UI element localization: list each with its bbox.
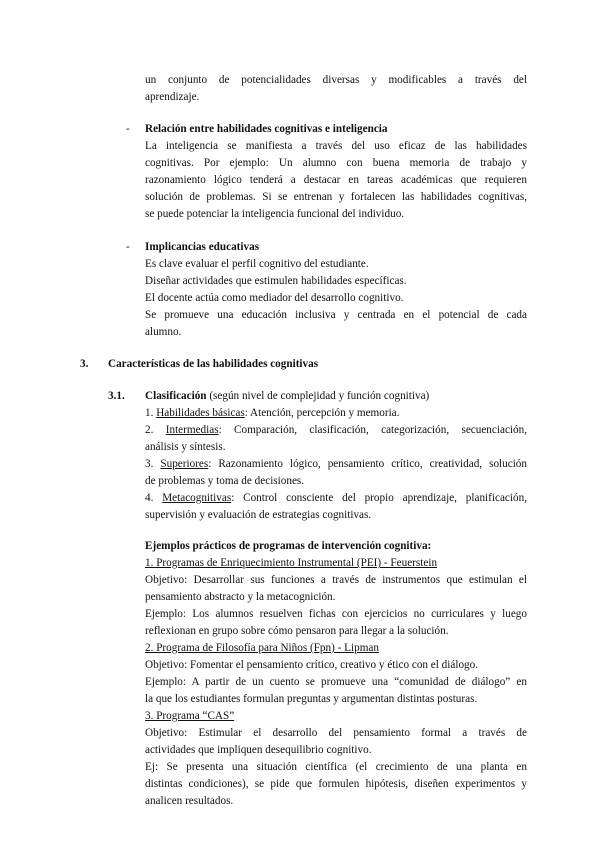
program-1-line: reflexionan en grupo sobre cómo pensaron para llegar a la solución.: [145, 625, 449, 637]
subsection-title: Clasificación: [145, 390, 207, 402]
program-2-line: Objetivo: Fomentar el pensamiento crítico, creativo y ético con el diálogo.: [145, 659, 479, 671]
program-1-line: pensamiento abstracto y la metacognición.: [145, 591, 336, 603]
program-1-line: Ejemplo: Los alumnos resuelven fichas con ejercicios no curriculares y luego: [145, 608, 527, 620]
term-intermedias: Intermedias: [165, 424, 219, 436]
implicancias-line-2: Diseñar actividades que estimulen habilidades específicas.: [145, 275, 407, 287]
program-3-line: Ej: Se presenta una situación científica (el crecimiento de una planta en: [145, 761, 527, 773]
examples-heading: Ejemplos prácticos de programas de intervención cognitiva:: [145, 540, 432, 552]
implicancias-line-1: Es clave evaluar el perfil cognitivo del estudiante.: [145, 258, 369, 270]
term-basicas: Habilidades básicas: [156, 407, 245, 419]
bullet-dash: -: [126, 241, 130, 253]
program-3-line: actividades que impliquen desequilibrio cognitivo.: [145, 744, 372, 756]
section-title: Características de las habilidades cognitivas: [108, 358, 319, 370]
program-3-title: 3. Programa “CAS”: [145, 710, 235, 722]
section-number: 3.: [80, 358, 89, 370]
classification-item-2: 2. Intermedias: Comparación, clasificación, categorización, secuenciación,: [145, 424, 527, 436]
intro-line-2: aprendizaje.: [145, 91, 200, 103]
program-3-line: Objetivo: Estimular el desarrollo del pensamiento formal a través de: [145, 727, 527, 739]
implicancias-heading: Implicancias educativas: [145, 241, 260, 253]
subsection-title-rest: (según nivel de complejidad y función cognitiva): [206, 390, 430, 402]
subsection-number: 3.1.: [108, 390, 125, 402]
implicancias-line-4: Se promueve una educación inclusiva y centrada en el potencial de cada: [145, 309, 527, 321]
classification-item-2-cont: análisis y síntesis.: [145, 441, 226, 453]
relacion-line-4: solución de problemas. Si se entrenan y fortalecen las habilidades cognitivas,: [145, 191, 527, 203]
relacion-line-5: se puede potenciar la inteligencia funcional del individuo.: [145, 208, 405, 220]
implicancias-line-3: El docente actúa como mediador del desarrollo cognitivo.: [145, 292, 404, 304]
term-metacognitivas: Metacognitivas: [162, 492, 232, 504]
classification-item-4: 4. Metacognitivas: Control consciente del propio aprendizaje, planificación,: [145, 492, 527, 504]
subsection-heading: [145, 388, 429, 405]
relacion-line-2: cognitivas. Por ejemplo: Un alumno con buena memoria de trabajo y: [145, 157, 527, 169]
intro-line-1: un conjunto de potencialidades diversas y modificables a través del: [145, 74, 527, 86]
relacion-heading: Relación entre habilidades cognitivas e inteligencia: [145, 123, 388, 135]
program-1-title: 1. Programas de Enriquecimiento Instrumental (PEI) - Feuerstein: [145, 557, 438, 569]
relacion-line-1: La inteligencia se manifiesta a través del uso eficaz de las habilidades: [145, 140, 527, 152]
classification-item-3-cont: de problemas y toma de decisiones.: [145, 475, 305, 487]
classification-item-3: 3. Superiores: Razonamiento lógico, pensamiento crítico, creatividad, solución: [145, 458, 527, 470]
program-3-line: analicen resultados.: [145, 795, 234, 807]
program-2-line: la que los estudiantes formulan preguntas y argumentan distintas posturas.: [145, 693, 478, 705]
classification-item-1: 1. Habilidades básicas: Atención, percepción y memoria.: [145, 407, 400, 419]
classification-item-4-cont: supervisión y evaluación de estrategias cognitivas.: [145, 509, 372, 521]
term-superiores: Superiores: [160, 458, 209, 470]
program-2-line: Ejemplo: A partir de un cuento se promueve una “comunidad de diálogo” en: [145, 676, 527, 688]
program-1-line: Objetivo: Desarrollar sus funciones a través de instrumentos que estimulan el: [145, 574, 527, 586]
bullet-dash: -: [126, 123, 130, 135]
program-3-line: distintas condiciones), se pide que formulen hipótesis, diseñen experimentos y: [145, 778, 527, 790]
relacion-line-3: razonamiento lógico tenderá a destacar en tareas académicas que requieren: [145, 174, 527, 186]
program-2-title: 2. Programa de Filosofía para Niños (Fpn) - Lipman: [145, 642, 379, 654]
implicancias-line-5: alumno.: [145, 326, 182, 338]
